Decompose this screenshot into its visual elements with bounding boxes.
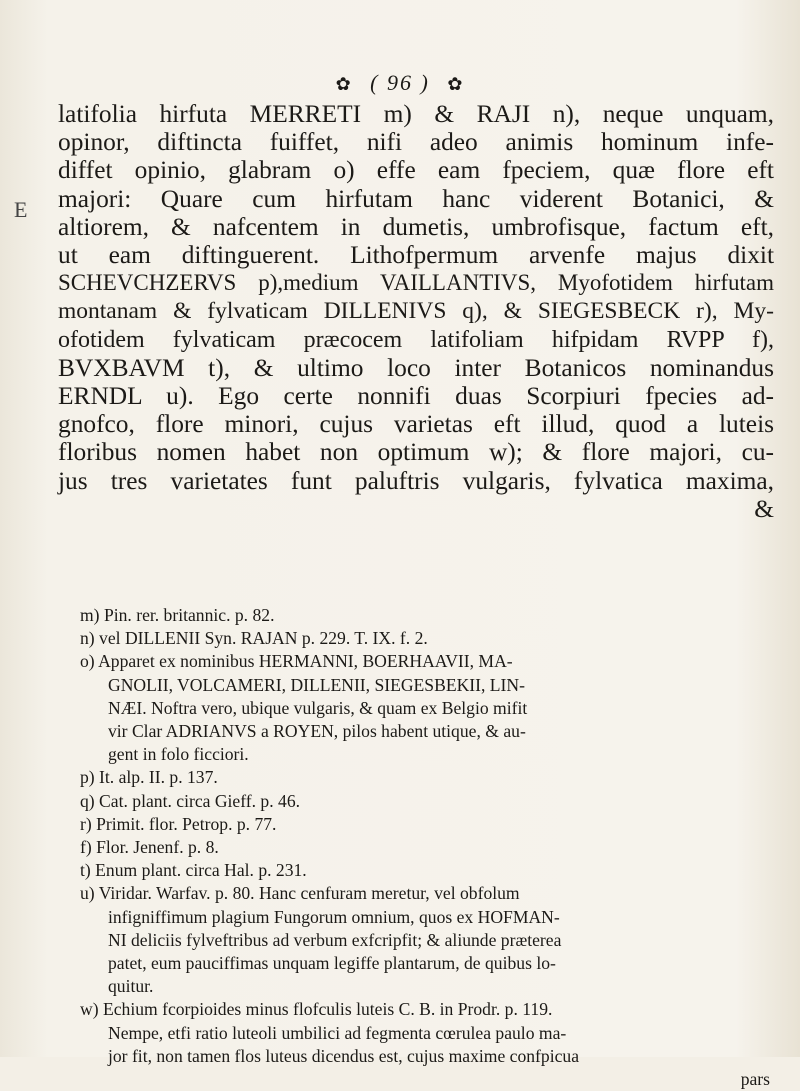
text-line: jus tres varietates funt paluftris vulgaris, fylvatica maxima, bbox=[58, 466, 774, 495]
footnote-line: GNOLII, VOLCAMERI, DILLENII, SIEGESBEKII, LIN- bbox=[108, 674, 525, 695]
page-number: ( 96 ) bbox=[370, 70, 430, 95]
footnote-line: r) Primit. flor. Petrop. p. 77. bbox=[80, 813, 277, 834]
footnote-line: q) Cat. plant. circa Gieff. p. 46. bbox=[80, 790, 301, 811]
text-line: BVXBAVM t), & ultimo loco inter Botanicos nominandus bbox=[58, 353, 774, 382]
footnote-line: NI deliciis fylveftribus ad verbum exfcripfit; & aliunde præterea bbox=[108, 929, 562, 950]
text-line: SCHEVCHZERVS p),medium VAILLANTIVS, Myofotidem hirfutam bbox=[58, 270, 774, 296]
page-header bbox=[0, 70, 800, 96]
left-ornament-icon: ✿ bbox=[335, 74, 353, 94]
right-ornament-icon: ✿ bbox=[447, 74, 465, 94]
text-line: majori: Quare cum hirfutam hanc viderent Botanici, & bbox=[58, 184, 774, 213]
footnote-line: quitur. bbox=[108, 976, 154, 997]
footnotes bbox=[80, 604, 780, 1091]
footnote-line: n) vel DILLENII Syn. RAJAN p. 229. T. IX. f. 2. bbox=[80, 628, 428, 649]
text-line: opinor, diftincta fuiffet, nifi adeo animis hominum infe- bbox=[58, 128, 774, 157]
footnote-line: f) Flor. Jenenf. p. 8. bbox=[80, 837, 219, 858]
text-line: floribus nomen habet non optimum w); & flore majori, cu- bbox=[58, 438, 774, 467]
text-line: ut eam diftinguerent. Lithofpermum arvenfe majus dixit bbox=[58, 241, 774, 270]
footnote-line: w) Echium fcorpioides minus flofculis luteis C. B. in Prodr. p. 119. bbox=[80, 999, 553, 1020]
footnote-line: vir Clar ADRIANVS a ROYEN, pilos habent utique, & au- bbox=[108, 721, 526, 742]
text-line: latifolia hirfuta MERRETI m) & RAJI n), neque unquam, bbox=[58, 100, 774, 128]
text-line: gnofco, flore minori, cujus varietas eft illud, quod a luteis bbox=[58, 410, 774, 439]
text-line: diffet opinio, glabram o) effe eam fpeciem, quæ flore eft bbox=[58, 156, 774, 185]
catchword: pars bbox=[740, 1069, 770, 1090]
footnote-line: o) Apparet ex nominibus HERMANNI, BOERHAAVII, MA- bbox=[80, 651, 513, 672]
footnote-line: infigniffimum plagium Fungorum omnium, quos ex HOFMAN- bbox=[108, 906, 560, 927]
footnote-line: NÆI. Noftra vero, ubique vulgaris, & quam ex Belgio mifit bbox=[108, 697, 528, 718]
main-text bbox=[58, 100, 774, 523]
text-line: altiorem, & nafcentem in dumetis, umbrofisque, factum eft, bbox=[58, 212, 774, 241]
margin-mark: E bbox=[14, 197, 28, 222]
footnote-line: t) Enum plant. circa Hal. p. 231. bbox=[80, 860, 307, 881]
footnote-line: gent in folo ficciori. bbox=[108, 744, 249, 765]
footnote-line: jor fit, non tamen flos luteus dicendus est, cujus maxime confpicua bbox=[108, 1045, 580, 1066]
text-line: montanam & fylvaticam DILLENIVS q), & SIEGESBECK r), My- bbox=[58, 298, 774, 325]
text-line: ERNDL u). Ego certe nonnifi duas Scorpiuri fpecies ad- bbox=[58, 382, 774, 411]
footnote-line: m) Pin. rer. britannic. p. 82. bbox=[80, 605, 275, 625]
footnote-line: p) It. alp. II. p. 137. bbox=[80, 767, 218, 788]
footnote-line: patet, eum pauciffimas unquam legiffe plantarum, de quibus lo- bbox=[108, 953, 556, 974]
text-line: ofotidem fylvaticam præcocem latifoliam hifpidam RVPP f), bbox=[58, 326, 774, 353]
footnote-line: Nempe, etfi ratio luteoli umbilici ad fegmenta cœrulea paulo ma- bbox=[108, 1022, 567, 1043]
catchword: & bbox=[754, 494, 774, 523]
footnote-line: u) Viridar. Warfav. p. 80. Hanc cenfuram meretur, vel obfolum bbox=[80, 883, 520, 904]
